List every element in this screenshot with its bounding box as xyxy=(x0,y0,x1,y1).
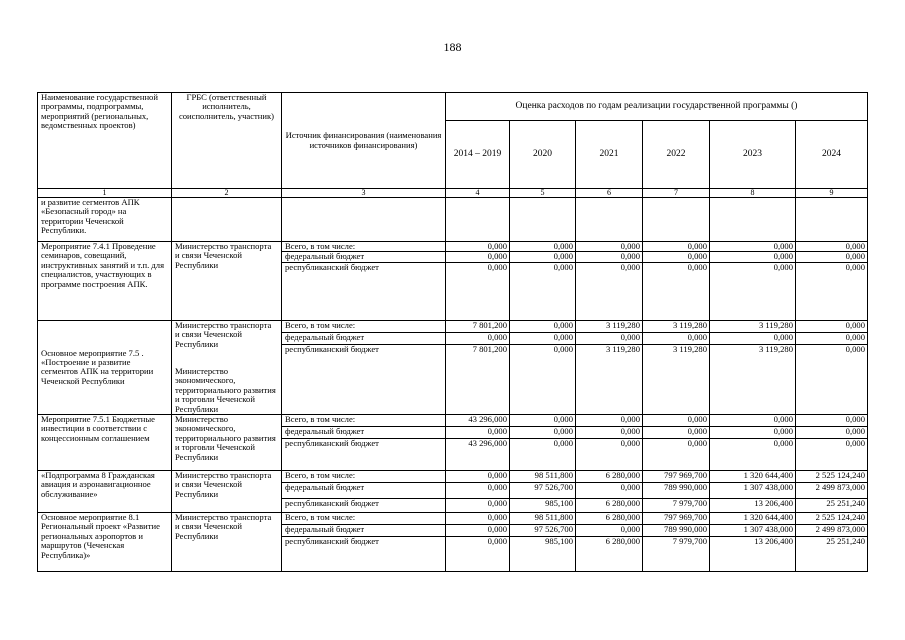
header-program: Наименование государственной программы, подпрограммы, мероприятий (региональных, ведомственных проектов) xyxy=(38,93,172,189)
amount-cell: 3 119,280 xyxy=(643,320,710,332)
funding-source: федеральный бюджет xyxy=(282,252,446,262)
amount-cell: 0,000 xyxy=(446,499,510,513)
table-row xyxy=(38,242,868,252)
amount-cell: 0,000 xyxy=(710,415,796,427)
amount-cell: 6 280,000 xyxy=(576,537,643,572)
amount-cell: 0,000 xyxy=(796,427,868,439)
funding-source: федеральный бюджет xyxy=(282,525,446,537)
program-name: Основное мероприятие 7.5 . «Построение и развитие сегментов АПК на территории Чеченской Республики xyxy=(38,320,172,414)
amount-cell: 3 119,280 xyxy=(576,345,643,415)
header-year: 2021 xyxy=(576,121,643,189)
amount-cell: 3 119,280 xyxy=(576,320,643,332)
funding-source: федеральный бюджет xyxy=(282,427,446,439)
amount-cell: 0,000 xyxy=(796,345,868,415)
amount-cell: 0,000 xyxy=(796,262,868,320)
amount-cell: 1 320 644,400 xyxy=(710,471,796,483)
table-row xyxy=(38,513,868,525)
column-index: 4 xyxy=(446,189,510,198)
amount-cell: 985,100 xyxy=(510,537,576,572)
amount-cell: 0,000 xyxy=(796,332,868,344)
empty-cell xyxy=(710,198,796,242)
amount-cell: 0,000 xyxy=(510,439,576,471)
grbs-cell: Министерство транспорта и связи Чеченской Республики xyxy=(172,513,282,572)
amount-cell: 97 526,700 xyxy=(510,483,576,499)
program-name: и развитие сегментов АПК «Безопасный город» на территории Чеченской Республики. xyxy=(38,198,172,242)
column-index: 1 xyxy=(38,189,172,198)
amount-cell: 1 320 644,400 xyxy=(710,513,796,525)
funding-source: республиканский бюджет xyxy=(282,537,446,572)
empty-cell xyxy=(643,198,710,242)
amount-cell: 7 801,200 xyxy=(446,345,510,415)
amount-cell: 0,000 xyxy=(446,483,510,499)
program-name: Мероприятие 7.4.1 Проведение семинаров, совещаний, инструктивных занятий и т.п. для специалистов, участвующих в программе построения АПК. xyxy=(38,242,172,321)
header-year: 2024 xyxy=(796,121,868,189)
header-year: 2023 xyxy=(710,121,796,189)
amount-cell: 0,000 xyxy=(446,427,510,439)
amount-cell: 0,000 xyxy=(576,242,643,252)
funding-source: республиканский бюджет xyxy=(282,262,446,320)
amount-cell: 0,000 xyxy=(796,252,868,262)
funding-source: федеральный бюджет xyxy=(282,483,446,499)
amount-cell: 6 280,000 xyxy=(576,471,643,483)
header-grbs: ГРБС (ответственный исполнитель, соисполнитель, участник) xyxy=(172,93,282,189)
funding-source: Всего, в том числе: xyxy=(282,471,446,483)
amount-cell: 6 280,000 xyxy=(576,499,643,513)
amount-cell: 789 990,000 xyxy=(643,483,710,499)
amount-cell: 25 251,240 xyxy=(796,499,868,513)
program-name: Мероприятие 7.5.1 Бюджетные инвестиции в соответствии с концессионным соглашением xyxy=(38,415,172,471)
table-row xyxy=(38,415,868,427)
amount-cell: 43 296,000 xyxy=(446,439,510,471)
amount-cell: 0,000 xyxy=(643,262,710,320)
grbs-secondary: Министерство экономического, территориального развития и торговли Чеченской Республики xyxy=(175,366,276,414)
header-source: Источник финансирования (наименования источников финансирования) xyxy=(282,93,446,189)
amount-cell: 0,000 xyxy=(710,332,796,344)
column-index: 8 xyxy=(710,189,796,198)
header-year: 2020 xyxy=(510,121,576,189)
amount-cell: 2 499 873,000 xyxy=(796,483,868,499)
amount-cell: 0,000 xyxy=(446,332,510,344)
amount-cell: 0,000 xyxy=(446,525,510,537)
amount-cell: 0,000 xyxy=(576,415,643,427)
amount-cell: 797 969,700 xyxy=(643,513,710,525)
amount-cell: 0,000 xyxy=(710,242,796,252)
grbs-cell: Министерство транспорта и связи Чеченской Республики xyxy=(172,471,282,513)
amount-cell: 789 990,000 xyxy=(643,525,710,537)
amount-cell: 0,000 xyxy=(446,471,510,483)
amount-cell: 0,000 xyxy=(446,262,510,320)
column-index: 9 xyxy=(796,189,868,198)
amount-cell: 2 525 124,240 xyxy=(796,471,868,483)
funding-source: республиканский бюджет xyxy=(282,439,446,471)
amount-cell: 0,000 xyxy=(510,262,576,320)
column-index: 2 xyxy=(172,189,282,198)
header-year: 2014 – 2019 xyxy=(446,121,510,189)
page-number: 188 xyxy=(443,40,462,54)
amount-cell: 3 119,280 xyxy=(710,320,796,332)
amount-cell: 0,000 xyxy=(643,242,710,252)
empty-cell xyxy=(510,198,576,242)
amount-cell: 0,000 xyxy=(510,427,576,439)
amount-cell: 0,000 xyxy=(576,525,643,537)
column-index: 7 xyxy=(643,189,710,198)
program-name: «Подпрограмма 8 Гражданская авиация и аэронавигационное обслуживание» xyxy=(38,471,172,513)
funding-source: Всего, в том числе: xyxy=(282,320,446,332)
amount-cell: 0,000 xyxy=(446,537,510,572)
funding-source: Всего, в том числе: xyxy=(282,513,446,525)
amount-cell: 0,000 xyxy=(576,262,643,320)
amount-cell: 0,000 xyxy=(710,262,796,320)
amount-cell: 0,000 xyxy=(710,252,796,262)
grbs-cell: Министерство транспорта и связи Чеченской Республики xyxy=(172,242,282,321)
amount-cell: 0,000 xyxy=(796,320,868,332)
empty-cell xyxy=(446,198,510,242)
amount-cell: 0,000 xyxy=(710,439,796,471)
amount-cell: 0,000 xyxy=(710,427,796,439)
amount-cell: 0,000 xyxy=(510,415,576,427)
program-name: Основное мероприятие 8.1 Региональный проект «Развитие региональных аэропортов и маршрутов (Чеченская Республика)» xyxy=(38,513,172,572)
amount-cell: 2 525 124,240 xyxy=(796,513,868,525)
amount-cell: 0,000 xyxy=(510,332,576,344)
table-row xyxy=(38,320,868,332)
amount-cell: 6 280,000 xyxy=(576,513,643,525)
funding-source: Всего, в том числе: xyxy=(282,415,446,427)
amount-cell: 0,000 xyxy=(643,332,710,344)
funding-source: Всего, в том числе: xyxy=(282,242,446,252)
amount-cell: 3 119,280 xyxy=(710,345,796,415)
amount-cell: 3 119,280 xyxy=(643,345,710,415)
amount-cell: 98 511,800 xyxy=(510,471,576,483)
amount-cell: 0,000 xyxy=(643,427,710,439)
empty-cell xyxy=(576,198,643,242)
amount-cell: 7 801,200 xyxy=(446,320,510,332)
column-index: 5 xyxy=(510,189,576,198)
amount-cell: 7 979,700 xyxy=(643,499,710,513)
amount-cell: 0,000 xyxy=(510,242,576,252)
amount-cell: 0,000 xyxy=(796,415,868,427)
amount-cell: 13 206,400 xyxy=(710,537,796,572)
empty-cell xyxy=(796,198,868,242)
amount-cell: 0,000 xyxy=(446,242,510,252)
amount-cell: 0,000 xyxy=(576,427,643,439)
table-row xyxy=(38,471,868,483)
amount-cell: 0,000 xyxy=(510,345,576,415)
column-index: 6 xyxy=(576,189,643,198)
amount-cell: 97 526,700 xyxy=(510,525,576,537)
amount-cell: 1 307 438,000 xyxy=(710,483,796,499)
amount-cell: 0,000 xyxy=(796,242,868,252)
amount-cell: 0,000 xyxy=(510,320,576,332)
amount-cell: 0,000 xyxy=(576,332,643,344)
amount-cell: 0,000 xyxy=(643,439,710,471)
column-index: 3 xyxy=(282,189,446,198)
grbs-cell: Министерство экономического, территориального развития и торговли Чеченской Республики xyxy=(172,415,282,471)
table-row xyxy=(38,198,868,242)
empty-cell xyxy=(282,198,446,242)
amount-cell: 13 206,400 xyxy=(710,499,796,513)
amount-cell: 0,000 xyxy=(446,513,510,525)
amount-cell: 0,000 xyxy=(643,415,710,427)
amount-cell: 98 511,800 xyxy=(510,513,576,525)
amount-cell: 43 296,000 xyxy=(446,415,510,427)
header-estimate-group: Оценка расходов по годам реализации государственной программы () xyxy=(446,93,868,121)
amount-cell: 7 979,700 xyxy=(643,537,710,572)
amount-cell: 0,000 xyxy=(796,439,868,471)
funding-source: республиканский бюджет xyxy=(282,499,446,513)
amount-cell: 1 307 438,000 xyxy=(710,525,796,537)
funding-source: республиканский бюджет xyxy=(282,345,446,415)
amount-cell: 985,100 xyxy=(510,499,576,513)
amount-cell: 0,000 xyxy=(510,252,576,262)
amount-cell: 0,000 xyxy=(576,483,643,499)
funding-source: федеральный бюджет xyxy=(282,332,446,344)
header-year: 2022 xyxy=(643,121,710,189)
amount-cell: 797 969,700 xyxy=(643,471,710,483)
empty-cell xyxy=(172,198,282,242)
amount-cell: 0,000 xyxy=(446,252,510,262)
amount-cell: 25 251,240 xyxy=(796,537,868,572)
grbs-cell: Министерство транспорта и связи Чеченской Республики Министерство экономического, территориального развития и торговли Чеченской Республики xyxy=(172,320,282,414)
budget-table xyxy=(37,92,868,572)
amount-cell: 0,000 xyxy=(576,252,643,262)
amount-cell: 0,000 xyxy=(643,252,710,262)
amount-cell: 2 499 873,000 xyxy=(796,525,868,537)
amount-cell: 0,000 xyxy=(576,439,643,471)
